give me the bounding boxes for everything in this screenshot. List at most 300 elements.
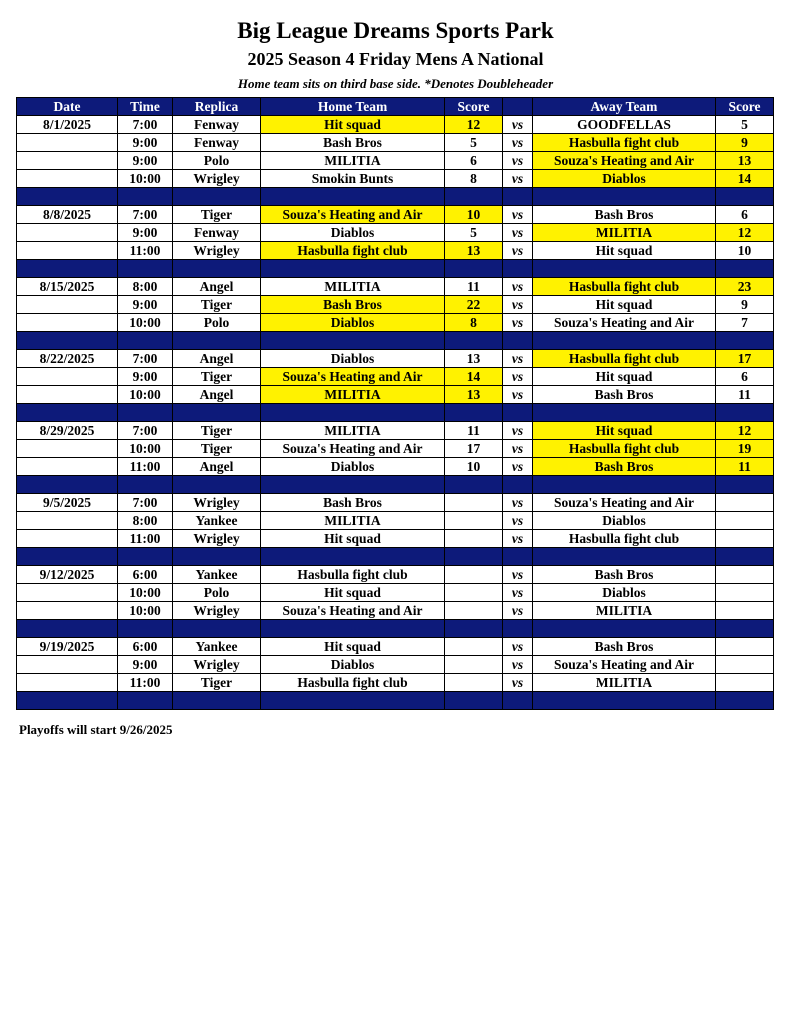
- game-field: Wrigley: [173, 170, 261, 188]
- away-score: 9: [716, 296, 774, 314]
- home-team: Bash Bros: [261, 494, 445, 512]
- game-row: [17, 494, 774, 512]
- home-score: 8: [445, 314, 503, 332]
- separator-cell: [118, 692, 173, 710]
- separator-cell: [118, 188, 173, 206]
- vs-label: vs: [503, 422, 533, 440]
- home-score: 11: [445, 422, 503, 440]
- home-score: [445, 530, 503, 548]
- away-team: Bash Bros: [533, 638, 716, 656]
- game-date: [17, 368, 118, 386]
- vs-label: vs: [503, 134, 533, 152]
- vs-label: vs: [503, 458, 533, 476]
- away-team: Hasbulla fight club: [533, 350, 716, 368]
- home-team: Bash Bros: [261, 134, 445, 152]
- game-date: [17, 242, 118, 260]
- separator-cell: [261, 548, 445, 566]
- game-row: [17, 512, 774, 530]
- away-team: Hit squad: [533, 296, 716, 314]
- week-separator: [17, 692, 774, 710]
- away-team: Hit squad: [533, 242, 716, 260]
- home-team: Diablos: [261, 458, 445, 476]
- home-team: Hit squad: [261, 530, 445, 548]
- page-subtitle: 2025 Season 4 Friday Mens A National: [247, 49, 544, 69]
- away-team: Diablos: [533, 170, 716, 188]
- away-score: [716, 584, 774, 602]
- separator-cell: [533, 332, 716, 350]
- week-separator: [17, 332, 774, 350]
- game-field: Tiger: [173, 422, 261, 440]
- home-score: 22: [445, 296, 503, 314]
- away-score: 11: [716, 386, 774, 404]
- game-field: Tiger: [173, 440, 261, 458]
- home-team: Diablos: [261, 224, 445, 242]
- game-row: [17, 116, 774, 134]
- separator-cell: [173, 404, 261, 422]
- game-time: 9:00: [118, 134, 173, 152]
- vs-label: vs: [503, 350, 533, 368]
- vs-label: vs: [503, 494, 533, 512]
- game-row: [17, 242, 774, 260]
- game-time: 11:00: [118, 674, 173, 692]
- game-date: 8/8/2025: [17, 206, 118, 224]
- separator-cell: [445, 692, 503, 710]
- away-team: Souza's Heating and Air: [533, 494, 716, 512]
- game-field: Angel: [173, 386, 261, 404]
- separator-cell: [118, 260, 173, 278]
- separator-cell: [716, 404, 774, 422]
- separator-cell: [118, 548, 173, 566]
- separator-cell: [17, 404, 118, 422]
- game-time: 10:00: [118, 386, 173, 404]
- home-score: 14: [445, 368, 503, 386]
- away-team: Bash Bros: [533, 206, 716, 224]
- separator-cell: [716, 692, 774, 710]
- away-team: GOODFELLAS: [533, 116, 716, 134]
- game-time: 9:00: [118, 224, 173, 242]
- vs-label: vs: [503, 242, 533, 260]
- game-date: [17, 584, 118, 602]
- game-row: [17, 638, 774, 656]
- separator-cell: [533, 404, 716, 422]
- vs-label: vs: [503, 206, 533, 224]
- separator-cell: [533, 260, 716, 278]
- home-score: 13: [445, 386, 503, 404]
- game-field: Tiger: [173, 206, 261, 224]
- away-score: 12: [716, 224, 774, 242]
- game-date: 8/1/2025: [17, 116, 118, 134]
- away-team: Diablos: [533, 512, 716, 530]
- page-title: Big League Dreams Sports Park: [237, 18, 554, 43]
- home-team: Souza's Heating and Air: [261, 206, 445, 224]
- away-team: Hasbulla fight club: [533, 440, 716, 458]
- game-row: [17, 278, 774, 296]
- away-score: 6: [716, 368, 774, 386]
- vs-label: vs: [503, 368, 533, 386]
- vs-label: vs: [503, 296, 533, 314]
- game-date: 9/19/2025: [17, 638, 118, 656]
- game-row: [17, 170, 774, 188]
- home-team: MILITIA: [261, 152, 445, 170]
- away-score: [716, 602, 774, 620]
- home-team: MILITIA: [261, 422, 445, 440]
- home-score: 10: [445, 458, 503, 476]
- separator-cell: [445, 548, 503, 566]
- game-time: 11:00: [118, 530, 173, 548]
- game-row: [17, 386, 774, 404]
- away-team: MILITIA: [533, 224, 716, 242]
- separator-cell: [445, 476, 503, 494]
- game-row: [17, 350, 774, 368]
- home-team: Hasbulla fight club: [261, 566, 445, 584]
- home-score: 13: [445, 350, 503, 368]
- game-time: 10:00: [118, 584, 173, 602]
- vs-label: vs: [503, 512, 533, 530]
- col-header-away-score: Score: [716, 98, 774, 116]
- game-time: 8:00: [118, 278, 173, 296]
- week-separator: [17, 260, 774, 278]
- away-team: Souza's Heating and Air: [533, 656, 716, 674]
- away-score: [716, 656, 774, 674]
- separator-cell: [533, 476, 716, 494]
- home-score: 8: [445, 170, 503, 188]
- separator-cell: [17, 692, 118, 710]
- game-row: [17, 134, 774, 152]
- playoffs-note: Playoffs will start 9/26/2025: [19, 722, 173, 737]
- game-time: 10:00: [118, 602, 173, 620]
- separator-cell: [17, 548, 118, 566]
- home-team: Souza's Heating and Air: [261, 440, 445, 458]
- home-team: Diablos: [261, 656, 445, 674]
- away-score: [716, 512, 774, 530]
- away-score: 5: [716, 116, 774, 134]
- separator-cell: [716, 620, 774, 638]
- away-score: 11: [716, 458, 774, 476]
- game-field: Angel: [173, 458, 261, 476]
- separator-cell: [533, 188, 716, 206]
- game-row: [17, 422, 774, 440]
- separator-cell: [503, 476, 533, 494]
- game-time: 11:00: [118, 242, 173, 260]
- away-score: 6: [716, 206, 774, 224]
- vs-label: vs: [503, 674, 533, 692]
- game-row: [17, 530, 774, 548]
- game-row: [17, 314, 774, 332]
- separator-cell: [261, 332, 445, 350]
- game-date: [17, 170, 118, 188]
- game-time: 9:00: [118, 368, 173, 386]
- home-score: 5: [445, 134, 503, 152]
- game-time: 8:00: [118, 512, 173, 530]
- game-time: 10:00: [118, 314, 173, 332]
- col-header-home-team: Home Team: [261, 98, 445, 116]
- home-team: Diablos: [261, 314, 445, 332]
- away-team: Souza's Heating and Air: [533, 314, 716, 332]
- home-team: Hit squad: [261, 638, 445, 656]
- game-field: Tiger: [173, 296, 261, 314]
- game-field: Angel: [173, 350, 261, 368]
- game-time: 9:00: [118, 296, 173, 314]
- home-team: Hit squad: [261, 584, 445, 602]
- home-score: [445, 566, 503, 584]
- game-time: 7:00: [118, 206, 173, 224]
- home-score: [445, 656, 503, 674]
- game-date: 9/12/2025: [17, 566, 118, 584]
- game-field: Yankee: [173, 566, 261, 584]
- game-row: [17, 656, 774, 674]
- game-time: 7:00: [118, 422, 173, 440]
- away-score: [716, 638, 774, 656]
- game-field: Wrigley: [173, 530, 261, 548]
- game-date: [17, 440, 118, 458]
- separator-cell: [17, 188, 118, 206]
- game-row: [17, 584, 774, 602]
- vs-label: vs: [503, 170, 533, 188]
- home-score: [445, 602, 503, 620]
- separator-cell: [261, 404, 445, 422]
- away-score: 13: [716, 152, 774, 170]
- schedule-table: [16, 97, 774, 710]
- game-row: [17, 296, 774, 314]
- game-date: [17, 152, 118, 170]
- home-team: Smokin Bunts: [261, 170, 445, 188]
- separator-cell: [173, 476, 261, 494]
- separator-cell: [261, 476, 445, 494]
- game-time: 6:00: [118, 566, 173, 584]
- away-team: MILITIA: [533, 674, 716, 692]
- home-score: 11: [445, 278, 503, 296]
- game-field: Polo: [173, 314, 261, 332]
- game-date: [17, 458, 118, 476]
- game-field: Fenway: [173, 224, 261, 242]
- separator-cell: [445, 260, 503, 278]
- week-separator: [17, 188, 774, 206]
- home-team: Bash Bros: [261, 296, 445, 314]
- game-row: [17, 458, 774, 476]
- vs-label: vs: [503, 566, 533, 584]
- home-team: Hasbulla fight club: [261, 242, 445, 260]
- game-time: 10:00: [118, 170, 173, 188]
- separator-cell: [503, 188, 533, 206]
- game-time: 7:00: [118, 350, 173, 368]
- home-team: Souza's Heating and Air: [261, 602, 445, 620]
- separator-cell: [445, 404, 503, 422]
- away-score: [716, 674, 774, 692]
- home-score: 13: [445, 242, 503, 260]
- game-field: Wrigley: [173, 494, 261, 512]
- away-score: [716, 566, 774, 584]
- separator-cell: [173, 332, 261, 350]
- separator-cell: [445, 332, 503, 350]
- separator-cell: [17, 620, 118, 638]
- away-score: 19: [716, 440, 774, 458]
- separator-cell: [445, 188, 503, 206]
- game-row: [17, 368, 774, 386]
- home-team: MILITIA: [261, 512, 445, 530]
- home-score: 10: [445, 206, 503, 224]
- game-field: Fenway: [173, 116, 261, 134]
- vs-label: vs: [503, 116, 533, 134]
- separator-cell: [118, 620, 173, 638]
- game-field: Wrigley: [173, 602, 261, 620]
- separator-cell: [173, 620, 261, 638]
- separator-cell: [503, 404, 533, 422]
- away-score: [716, 494, 774, 512]
- game-date: [17, 674, 118, 692]
- separator-cell: [118, 332, 173, 350]
- col-header-time: Time: [118, 98, 173, 116]
- away-team: Souza's Heating and Air: [533, 152, 716, 170]
- separator-cell: [173, 260, 261, 278]
- game-field: Tiger: [173, 674, 261, 692]
- home-score: [445, 512, 503, 530]
- game-time: 7:00: [118, 494, 173, 512]
- game-row: [17, 440, 774, 458]
- separator-cell: [716, 188, 774, 206]
- vs-label: vs: [503, 152, 533, 170]
- col-header-home-score: Score: [445, 98, 503, 116]
- game-row: [17, 224, 774, 242]
- game-time: 9:00: [118, 152, 173, 170]
- separator-cell: [716, 260, 774, 278]
- separator-cell: [173, 548, 261, 566]
- separator-cell: [503, 692, 533, 710]
- game-row: [17, 674, 774, 692]
- vs-label: vs: [503, 638, 533, 656]
- away-score: 14: [716, 170, 774, 188]
- separator-cell: [716, 548, 774, 566]
- col-header-replica: Replica: [173, 98, 261, 116]
- game-date: [17, 314, 118, 332]
- away-team: MILITIA: [533, 602, 716, 620]
- home-team: Hit squad: [261, 116, 445, 134]
- vs-label: vs: [503, 656, 533, 674]
- game-date: 8/22/2025: [17, 350, 118, 368]
- vs-label: vs: [503, 584, 533, 602]
- game-time: 9:00: [118, 656, 173, 674]
- col-header-away-team: Away Team: [533, 98, 716, 116]
- game-field: Fenway: [173, 134, 261, 152]
- game-date: [17, 656, 118, 674]
- game-field: Polo: [173, 584, 261, 602]
- away-team: Hasbulla fight club: [533, 530, 716, 548]
- home-score: 17: [445, 440, 503, 458]
- separator-cell: [261, 692, 445, 710]
- away-score: 12: [716, 422, 774, 440]
- vs-label: vs: [503, 224, 533, 242]
- game-date: 9/5/2025: [17, 494, 118, 512]
- separator-cell: [17, 476, 118, 494]
- home-team: MILITIA: [261, 278, 445, 296]
- game-field: Yankee: [173, 512, 261, 530]
- vs-label: vs: [503, 386, 533, 404]
- separator-cell: [503, 260, 533, 278]
- home-score: 5: [445, 224, 503, 242]
- game-field: Tiger: [173, 368, 261, 386]
- vs-label: vs: [503, 278, 533, 296]
- away-team: Hasbulla fight club: [533, 134, 716, 152]
- game-field: Yankee: [173, 638, 261, 656]
- away-score: 9: [716, 134, 774, 152]
- game-date: [17, 386, 118, 404]
- home-team: Souza's Heating and Air: [261, 368, 445, 386]
- separator-cell: [261, 620, 445, 638]
- home-score: [445, 494, 503, 512]
- game-field: Wrigley: [173, 242, 261, 260]
- home-team: MILITIA: [261, 386, 445, 404]
- separator-cell: [503, 332, 533, 350]
- away-score: [716, 530, 774, 548]
- col-header-vs: [503, 98, 533, 116]
- game-date: [17, 296, 118, 314]
- home-score: 6: [445, 152, 503, 170]
- separator-cell: [261, 260, 445, 278]
- game-time: 10:00: [118, 440, 173, 458]
- separator-cell: [118, 404, 173, 422]
- game-date: [17, 224, 118, 242]
- separator-cell: [716, 332, 774, 350]
- vs-label: vs: [503, 602, 533, 620]
- separator-cell: [445, 620, 503, 638]
- week-separator: [17, 476, 774, 494]
- week-separator: [17, 620, 774, 638]
- separator-cell: [173, 692, 261, 710]
- game-date: [17, 134, 118, 152]
- away-score: 23: [716, 278, 774, 296]
- home-score: [445, 674, 503, 692]
- vs-label: vs: [503, 530, 533, 548]
- separator-cell: [503, 620, 533, 638]
- game-field: Polo: [173, 152, 261, 170]
- game-time: 11:00: [118, 458, 173, 476]
- away-score: 7: [716, 314, 774, 332]
- separator-cell: [118, 476, 173, 494]
- away-team: Bash Bros: [533, 386, 716, 404]
- home-score: [445, 638, 503, 656]
- separator-cell: [173, 188, 261, 206]
- home-team: Hasbulla fight club: [261, 674, 445, 692]
- week-separator: [17, 404, 774, 422]
- vs-label: vs: [503, 440, 533, 458]
- separator-cell: [533, 620, 716, 638]
- home-team: Diablos: [261, 350, 445, 368]
- separator-cell: [17, 260, 118, 278]
- game-date: [17, 512, 118, 530]
- game-date: 8/29/2025: [17, 422, 118, 440]
- away-team: Hit squad: [533, 368, 716, 386]
- home-score: 12: [445, 116, 503, 134]
- col-header-date: Date: [17, 98, 118, 116]
- separator-cell: [533, 692, 716, 710]
- game-row: [17, 206, 774, 224]
- away-team: Bash Bros: [533, 458, 716, 476]
- separator-cell: [533, 548, 716, 566]
- game-date: [17, 602, 118, 620]
- home-score: [445, 584, 503, 602]
- separator-cell: [17, 332, 118, 350]
- game-row: [17, 152, 774, 170]
- game-field: Angel: [173, 278, 261, 296]
- game-row: [17, 602, 774, 620]
- game-time: 6:00: [118, 638, 173, 656]
- separator-cell: [503, 548, 533, 566]
- game-field: Wrigley: [173, 656, 261, 674]
- game-date: 8/15/2025: [17, 278, 118, 296]
- separator-cell: [716, 476, 774, 494]
- schedule-note: Home team sits on third base side. *Denotes Doubleheader: [237, 76, 554, 91]
- vs-label: vs: [503, 314, 533, 332]
- away-team: Hasbulla fight club: [533, 278, 716, 296]
